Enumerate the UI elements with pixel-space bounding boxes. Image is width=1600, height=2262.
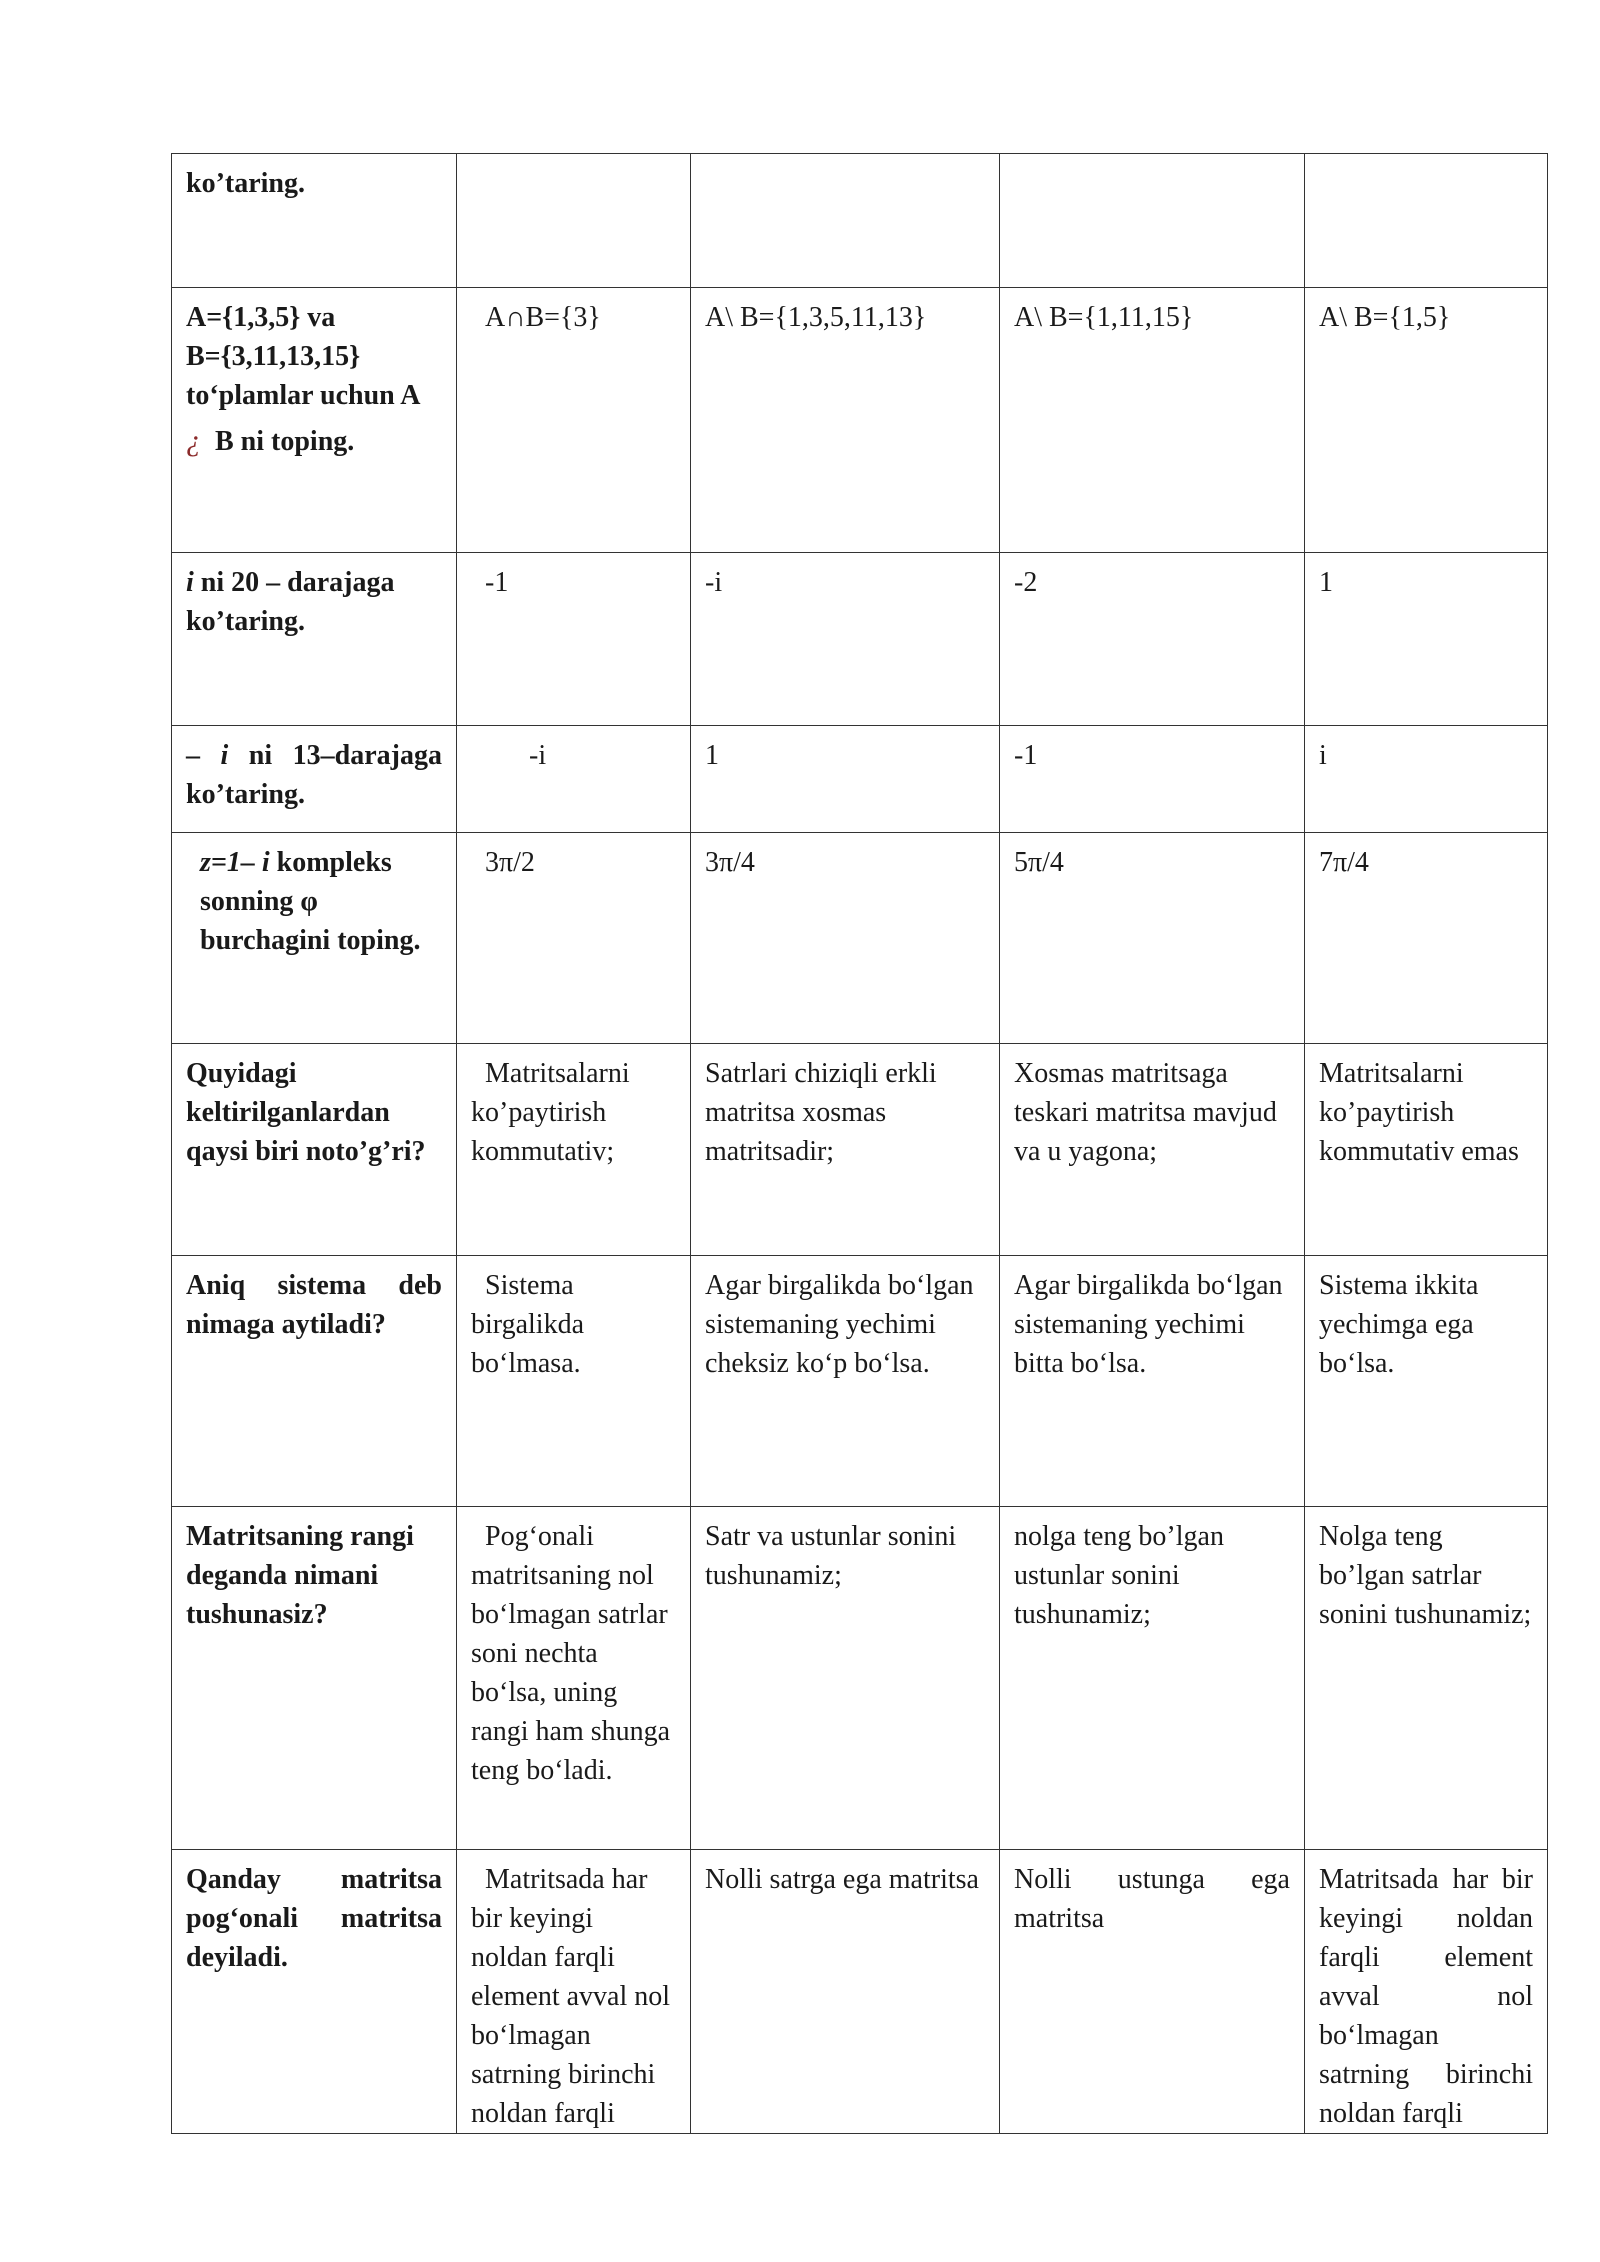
- answer-cell-a: Matritsalarni ko’paytirish kommutativ;: [457, 1044, 691, 1256]
- question-cell: [172, 1256, 457, 1507]
- question-cell: [172, 553, 457, 726]
- question-cell: [172, 726, 457, 833]
- answer-cell-d: 7π/4: [1305, 833, 1548, 1044]
- question-line: to‘plamlar uchun A: [186, 380, 421, 411]
- quiz-table: [171, 153, 1548, 2134]
- answer-cell-d: Sistema ikkita yechimga ega bo‘lsa.: [1305, 1256, 1548, 1507]
- answer-cell-d: 1: [1305, 553, 1548, 726]
- answer-cell-d: Matritsada har bir keyingi noldan farqli element avval nol bo‘lmagan satrning birinchi noldan farqli: [1305, 1850, 1548, 2134]
- question-text: Aniq sistema deb nimaga aytiladi?: [186, 1270, 442, 1340]
- question-text: kompleks sonning φ burchagini toping.: [200, 847, 421, 956]
- question-cell: [172, 1507, 457, 1850]
- question-text: Quyidagi keltirilganlardan qaysi biri noto’g’ri?: [186, 1058, 426, 1167]
- answer-cell-b: Nolli satrga ega matritsa: [691, 1850, 1000, 2134]
- question-cell: [172, 154, 457, 288]
- question-italic: i: [220, 740, 229, 771]
- answer-cell-c: [1000, 154, 1305, 288]
- answer-cell-b: A\ B={1,3,5,11,13}: [691, 288, 1000, 553]
- answer-cell-c: nolga teng bo’lgan ustunlar sonini tushunamiz;: [1000, 1507, 1305, 1850]
- question-text: Matritsaning rangi deganda nimani tushunasiz?: [186, 1521, 414, 1630]
- answer-cell-a: 3π/2: [457, 833, 691, 1044]
- answer-cell-d: i: [1305, 726, 1548, 833]
- table-row: [172, 1507, 1548, 1850]
- table-row: [172, 154, 1548, 288]
- question-text: ni 13–darajaga ko’taring.: [186, 740, 442, 810]
- answer-cell-c: -2: [1000, 553, 1305, 726]
- answer-cell-a: Sistema birgalikda bo‘lmasa.: [457, 1256, 691, 1507]
- answer-cell-c: A\ B={1,11,15}: [1000, 288, 1305, 553]
- question-cell: [172, 1044, 457, 1256]
- question-text: ni 20 – darajaga ko’taring.: [186, 567, 395, 637]
- answer-cell-d: Nolga teng bo’lgan satrlar sonini tushunamiz;: [1305, 1507, 1548, 1850]
- answer-cell-b: Agar birgalikda bo‘lgan sistemaning yechimi cheksiz ko‘p bo‘lsa.: [691, 1256, 1000, 1507]
- answer-cell-c: 5π/4: [1000, 833, 1305, 1044]
- question-line: B={3,11,13,15}: [186, 341, 361, 372]
- answer-cell-d: [1305, 154, 1548, 288]
- answer-cell-a: -i: [457, 726, 691, 833]
- answer-cell-c: -1: [1000, 726, 1305, 833]
- answer-cell-b: -i: [691, 553, 1000, 726]
- question-cell: [172, 833, 457, 1044]
- answer-cell-a: [457, 154, 691, 288]
- answer-cell-a: Matritsada har bir keyingi noldan farqli element avval nol bo‘lmagan satrning birinchi noldan farqli: [457, 1850, 691, 2134]
- answer-cell-c: Nolli ustunga ega matritsa: [1000, 1850, 1305, 2134]
- question-line: B ni toping.: [215, 426, 355, 457]
- answer-cell-a: A∩B={3}: [457, 288, 691, 553]
- question-prefix: –: [186, 740, 221, 771]
- answer-cell-b: 1: [691, 726, 1000, 833]
- answer-cell-b: [691, 154, 1000, 288]
- question-text: Qanday matritsa pog‘onali matritsa deyiladi.: [186, 1864, 442, 1973]
- answer-cell-d: Matritsalarni ko’paytirish kommutativ emas: [1305, 1044, 1548, 1256]
- answer-cell-c: Xosmas matritsaga teskari matritsa mavjud va u yagona;: [1000, 1044, 1305, 1256]
- answer-cell-b: Satrlari chiziqli erkli matritsa xosmas matritsadir;: [691, 1044, 1000, 1256]
- table-row: [172, 726, 1548, 833]
- question-cell: [172, 288, 457, 553]
- answer-cell-b: Satr va ustunlar sonini tushunamiz;: [691, 1507, 1000, 1850]
- table-row: [172, 1850, 1548, 2134]
- answer-cell-c: Agar birgalikda bo‘lgan sistemaning yechimi bitta bo‘lsa.: [1000, 1256, 1305, 1507]
- table-row: [172, 288, 1548, 553]
- table-row: [172, 1256, 1548, 1507]
- table-row: [172, 833, 1548, 1044]
- question-line: A={1,3,5} va: [186, 302, 336, 333]
- answer-cell-b: 3π/4: [691, 833, 1000, 1044]
- answer-cell-a: -1: [457, 553, 691, 726]
- question-italic: z=1– i: [200, 847, 270, 878]
- question-cell: [172, 1850, 457, 2134]
- answer-cell-d: A\ B={1,5}: [1305, 288, 1548, 553]
- answer-cell-a: Pog‘onali matritsaning nol bo‘lmagan satrlar soni nechta bo‘lsa, uning rangi ham shunga teng bo‘ladi.: [457, 1507, 691, 1850]
- question-text: ko’taring.: [186, 168, 305, 199]
- table-row: [172, 553, 1548, 726]
- inverted-question-symbol: ¿: [186, 424, 201, 457]
- question-italic: i: [186, 567, 194, 598]
- table-row: [172, 1044, 1548, 1256]
